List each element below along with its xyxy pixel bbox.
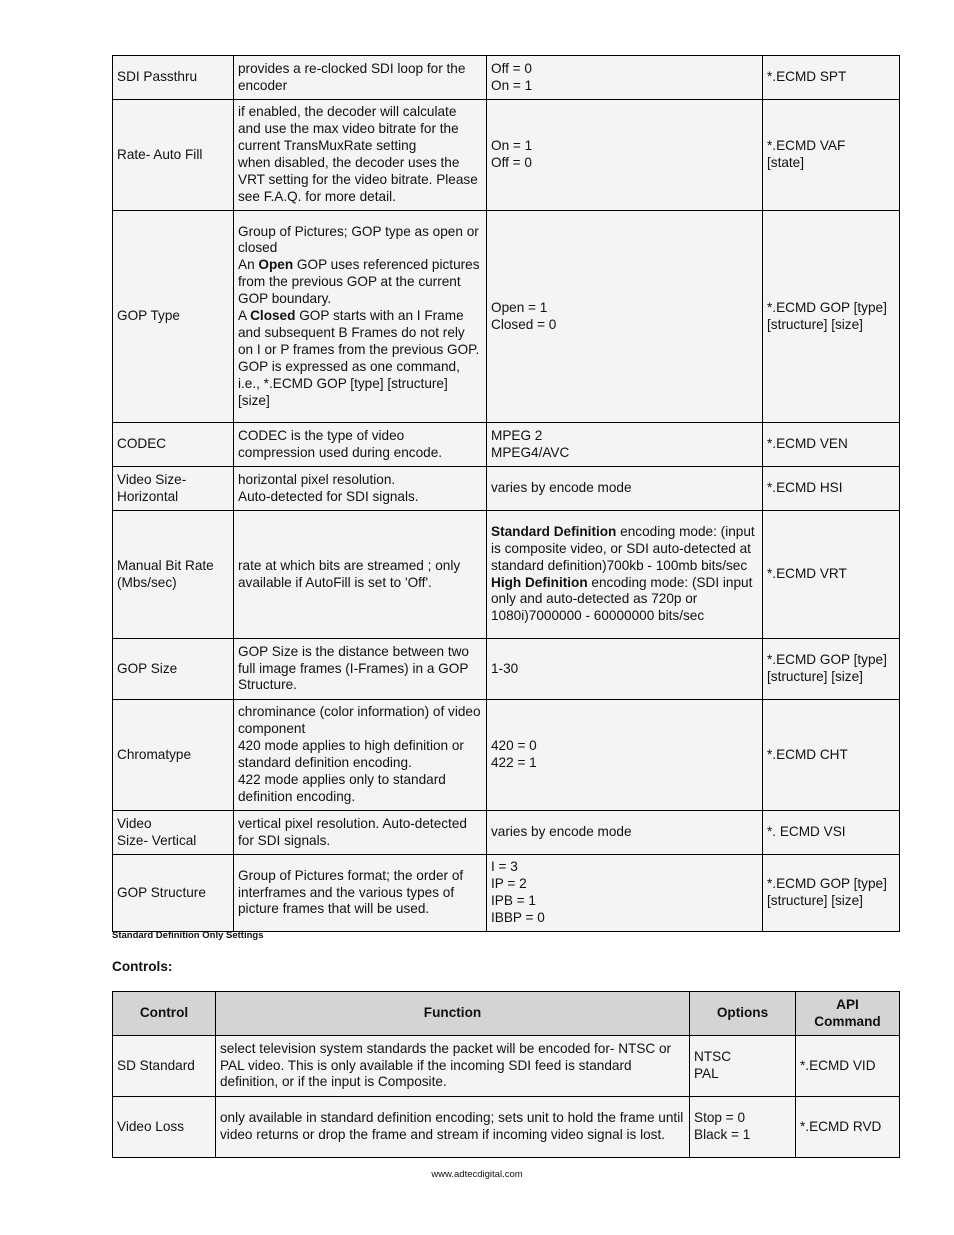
setting-api-command: *.ECMD VEN [763, 423, 900, 467]
controls-heading: Controls: [112, 959, 173, 974]
setting-name: GOP Type [113, 211, 234, 423]
setting-options: MPEG 2 MPEG4/AVC [487, 423, 763, 467]
table-row [113, 56, 900, 100]
table-row [113, 855, 900, 932]
setting-name: Manual Bit Rate (Mbs/sec) [113, 511, 234, 639]
setting-options: I = 3 IP = 2 IPB = 1 IBBP = 0 [487, 855, 763, 932]
setting-description: horizontal pixel resolution. Auto-detected for SDI signals. [234, 467, 487, 511]
setting-options: Standard Definition encoding mode: (input is composite video, or SDI auto-detected at standard definition)700kb - 100mb bits/sec High Definition encoding mode: (SDI input only and auto-detected as 720p or 1080i)7000000 - 60000000 bits/sec [487, 511, 763, 639]
table-row [113, 467, 900, 511]
control-name: SD Standard [113, 1036, 216, 1097]
settings-table [112, 55, 900, 932]
table-row [113, 511, 900, 639]
sd-only-note: Standard Definition Only Settings [112, 930, 264, 941]
header-options: Options [690, 992, 796, 1036]
setting-description: CODEC is the type of video compression used during encode. [234, 423, 487, 467]
footer-url: www.adtecdigital.com [431, 1169, 523, 1180]
setting-description: provides a re-clocked SDI loop for the encoder [234, 56, 487, 100]
setting-api-command: *.ECMD GOP [type] [structure] [size] [763, 855, 900, 932]
table-row [113, 700, 900, 811]
setting-name: Video Size- Horizontal [113, 467, 234, 511]
setting-name: GOP Size [113, 639, 234, 700]
header-function: Function [216, 992, 690, 1036]
control-options: Stop = 0 Black = 1 [690, 1097, 796, 1158]
setting-description: chrominance (color information) of video component 420 mode applies to high definition or standard definition encoding. 422 mode applies only to standard definition encoding. [234, 700, 487, 811]
setting-api-command: *.ECMD VRT [763, 511, 900, 639]
setting-options: Open = 1 Closed = 0 [487, 211, 763, 423]
setting-name: CODEC [113, 423, 234, 467]
table-row [113, 1036, 900, 1097]
header-control: Control [113, 992, 216, 1036]
setting-api-command: *.ECMD CHT [763, 700, 900, 811]
table-row [113, 423, 900, 467]
setting-name: Video Size- Vertical [113, 811, 234, 855]
table-row [113, 100, 900, 211]
setting-options: varies by encode mode [487, 811, 763, 855]
setting-description: if enabled, the decoder will calculate and use the max video bitrate for the current TransMuxRate setting when disabled, the decoder uses the VRT setting for the video bitrate. Please see F.A.Q. for more detail. [234, 100, 487, 211]
setting-name: GOP Structure [113, 855, 234, 932]
setting-name: Chromatype [113, 700, 234, 811]
table-row [113, 639, 900, 700]
setting-options: On = 1 Off = 0 [487, 100, 763, 211]
control-function: only available in standard definition encoding; sets unit to hold the frame until video returns or drop the frame and stream if incoming video signal is lost. [216, 1097, 690, 1158]
table-row [113, 211, 900, 423]
table-row [113, 1097, 900, 1158]
setting-api-command: *.ECMD GOP [type] [structure] [size] [763, 211, 900, 423]
setting-api-command: *.ECMD SPT [763, 56, 900, 100]
control-name: Video Loss [113, 1097, 216, 1158]
setting-api-command: *. ECMD VSI [763, 811, 900, 855]
setting-description: rate at which bits are streamed ; only available if AutoFill is set to 'Off'. [234, 511, 487, 639]
setting-description: Group of Pictures format; the order of interframes and the various types of picture frames that will be used. [234, 855, 487, 932]
setting-name: SDI Passthru [113, 56, 234, 100]
control-options: NTSC PAL [690, 1036, 796, 1097]
setting-options: Off = 0 On = 1 [487, 56, 763, 100]
setting-options: 420 = 0 422 = 1 [487, 700, 763, 811]
setting-description: GOP Size is the distance between two full image frames (I-Frames) in a GOP Structure. [234, 639, 487, 700]
setting-api-command: *.ECMD GOP [type] [structure] [size] [763, 639, 900, 700]
setting-api-command: *.ECMD VAF [state] [763, 100, 900, 211]
header-api-command: API Command [796, 992, 900, 1036]
setting-name: Rate- Auto Fill [113, 100, 234, 211]
control-api-command: *.ECMD RVD [796, 1097, 900, 1158]
setting-api-command: *.ECMD HSI [763, 467, 900, 511]
setting-description: vertical pixel resolution. Auto-detected for SDI signals. [234, 811, 487, 855]
setting-description: Group of Pictures; GOP type as open or closed An Open GOP uses referenced pictures from the previous GOP at the current GOP boundary. A Closed GOP starts with an I Frame and subsequent B Frames do not rely on I or P frames from the previous GOP. GOP is expressed as one command, i.e., *.ECMD GOP [type] [structure] [size] [234, 211, 487, 423]
setting-options: varies by encode mode [487, 467, 763, 511]
control-function: select television system standards the packet will be encoded for- NTSC or PAL video. This is only available if the incoming SDI feed is standard definition, or if the input is Composite. [216, 1036, 690, 1097]
controls-header-row [113, 992, 900, 1036]
table-row [113, 811, 900, 855]
controls-table [112, 991, 900, 1158]
setting-options: 1-30 [487, 639, 763, 700]
control-api-command: *.ECMD VID [796, 1036, 900, 1097]
